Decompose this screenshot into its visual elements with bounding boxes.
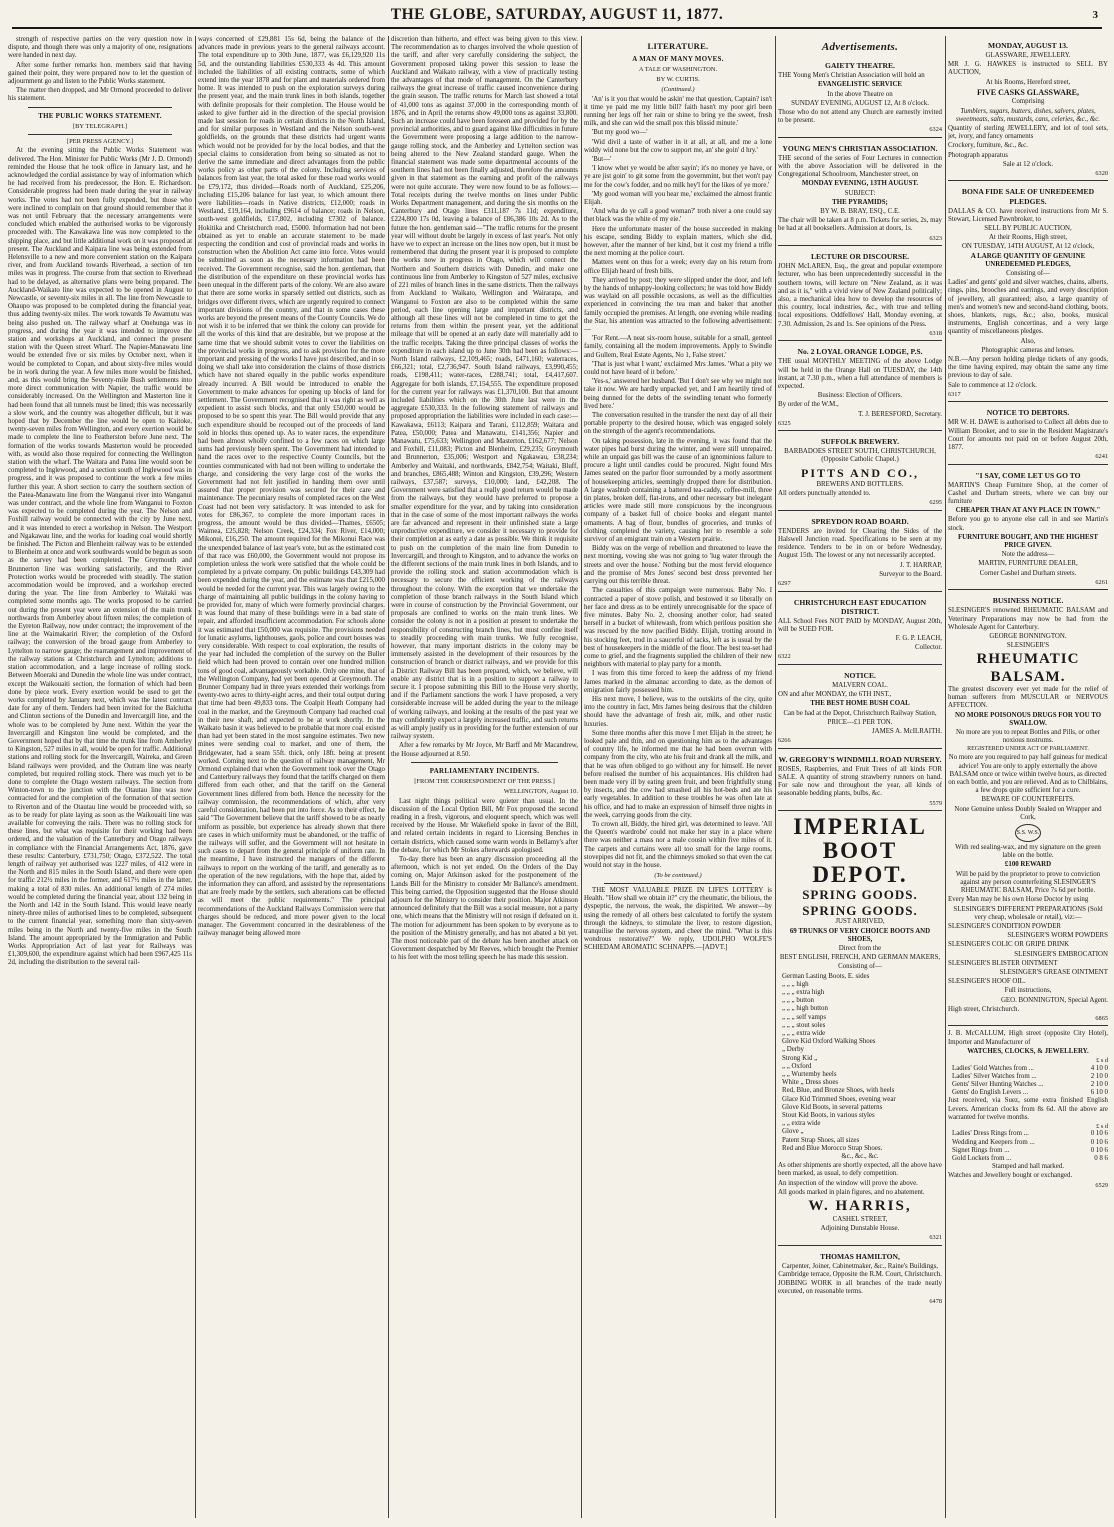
ad-number: 6529 [1095,1181,1108,1189]
article-byline: BY W. CURTIS. [656,76,700,84]
ad-number: 5579 [929,799,942,807]
ad-text: PRICE—£1 PER TON. [827,718,893,726]
paragraph: The casualties of this campaign were numerous. Baby No. I contracted a paper of stove polish, and bestowed it so liberally on her face and dress as to be entirely unrecognisable for the space of five minutes. Baby No. 2, choosing another color, had seated herself in a bucket of whitewash, from which perilous position she was rescued by the now pacified Biddy. Elijah, trotting around in his stocking feet, trod in a saucerful of tacks, left as is usual by the best of housekeepers in the middle of the floor. The best tea-set had come to grief, and the fragments supplied the children of their new neighbors with material to play party for a month. [584,587,772,669]
ad-text: Quantity of sterling JEWELLERY, and lot of tool sets, jet, ivory, and fancy ornaments [948,124,1108,141]
ad-heading: SPREYDON ROAD BOARD. [811,516,909,526]
ad-spreydon-road-board [778,512,942,592]
paragraph: Matters went on thus for a week; every day on his return from office Elijah heard of fresh bills. [584,259,772,275]
ad-text: REGISTERED UNDER ACT OF PARLIAMENT. [967,746,1089,753]
column-rule [195,36,196,1518]
ad-text: SLESINGER'S BLISTER OINTMENT [948,959,1058,967]
ad-mccallum-jewellery [948,1027,1108,1192]
ad-number: 6478 [929,1297,942,1305]
list-item: Glove Kid Oxford Walking Shoes [782,1038,876,1046]
price-item: Ladies' Gold Watches from ... [952,1064,1034,1072]
paragraph: 'Wid divil a taste of wather in it at all, at all, and me a lone widdy wid none but the cow to support me, an' she goin' d hry.' [584,138,772,154]
ad-text: 69 TRUNKS OF VERY CHOICE BOOTS AND SHOES, [789,927,931,943]
ad-text: In the above Theatre on [827,90,893,98]
ad-text: GEORGE BONNINGTON. [989,633,1067,640]
ad-heading: W. GREGORY'S WINDMILL ROAD NURSERY. [778,754,942,764]
paragraph: 'I know whet ye would be after sayin'; it's no money ye have, or ye are jist goin' to git some from the governmint, but thet won't pay me for the cow's fodder, and no milk hey'l for the likes of ye more.' [584,165,772,189]
ad-number: 6320 [1095,169,1108,177]
ad-imperial-boot-depot [778,812,942,1246]
price-value: 0 8 6 [1094,1155,1108,1163]
ad-text: SLESINGER'S COLIC OR GRIPE DRINK [948,941,1070,949]
ad-text: Stamped and hall marked. [992,1163,1064,1171]
divider [411,762,558,763]
ad-text: Carpenter, Joiner, Cabinetmaker, &c., Raine's Buildings, Cambridge terrace, Opposite the R.M. Court, Christchurch. [778,1262,942,1279]
price-list [948,1065,1108,1098]
ad-text: N.B.—Any person holding pledge tickets of any goods, the time having expired, may obtain the same any time previous to day of sale. [948,355,1108,380]
price-item: Wedding and Keepers from ... [952,1138,1035,1146]
ad-number: 6295 [929,499,942,507]
ad-text: By order of the W.M., [778,401,839,409]
ad-text: Ladies' and gents' gold and silver watches, chains, alberts, rings, pins, brooches and earrings, and every description of jewellery, all guaranteed; also, a large quantity of men's and women's new and second-hand clothing, boots, shoes, blankets, rugs, &c.; also, books, musical instruments, English concertinas, and a very large quantity of miscellaneous pledges. [948,279,1108,336]
ad-text: THE Young Men's Christian Association will hold an [778,72,925,80]
divider [604,883,752,884]
list-item [952,1139,1108,1147]
list-item: „ „ „ high button [782,1005,828,1013]
ad-text: MR W. H. DAWE is authorised to Collect all debts due to William Brooker, and to sue in the Resident Magistrate's Court for amounts not paid on or before August 20th, 1877. [948,419,1108,451]
ad-text: Before you go to anyone else call in and see Martin's stock. [948,516,1108,532]
ad-text: Photographic cameras and lenses. [981,346,1075,354]
ad-text: TENDERS are invited for Clearing the Sides of the Halswell Junction road. Specifications to be seen at my residence. Tenders to be in on or before Wednesday, August 15th. The lowest or any not necessarily accepted. [778,527,942,560]
price-value: 2 10 0 [1090,1080,1108,1088]
ad-ymca-lecture [778,139,942,246]
paragraph: 'But—' [592,155,612,163]
boot-list [778,973,942,1153]
ad-text: MARTIN, FURNITURE DEALER, [978,560,1078,568]
price-value: 0 10 6 [1090,1130,1108,1138]
ad-text: ALL School Fees NOT PAID by MONDAY, August 20th, will be SUED FOR. [778,617,942,633]
paragraph: ways concerned of £29,881 15s 6d, being the balance of the advances made in previous years to the general railways account. The total expenditure up to 30th June, 1877, was £6,129,920 11s 5d, and the outstanding liabilities £530,333 4s 4d. This amount included the liabilities of all existing contracts, some of which extend into the year 1878 and for plant and materials ordered from home. It was intended to push on the exploration surveys during the present year, and the main trunk lines in both islands, together with definite proposals for their completion. The House would be asked to give further aid in the direction of the special provision made last session for roads in certain districts in the North Island, and for similar purposes in Westland and the Nelson south-west goldfields, on the grounds that these districts had urgent wants which would not be provided for by the local bodies, and that the special claims to consideration from being so situated as not to derive the same immediate and direct advantages from the public works policy as other parts of the colony. Including services of balances from last year, the total asked for these road works would be £79,172, thus divided—Roads north of Auckland, £25,206, including £15,206 balance for last year, to which amount there were liabilities—roads in Native districts, £12,000; roads in Westland, £19,164, including £9614 of balance; roads in Nelson, south-west goldfields, £17,802, including £7302 of balance. Hokitika and Christchurch road, £5000. Information had not been obtained as yet to enable an accurate statement to be made respecting the condition and cost of provincial roads and works in construction when the Abolition Act came into force. Votes would be submitted as soon as the necessary information had been received. The Government recognise, said the hon. gentleman, that the distribution of the expenditure on these provincial works has been unequal in the different parts of the colony. We are also aware that there are some works in sparsely settled out districts, such as bridges over different rivers, which are urgently required to connect important divisions of the country, and that in some cases these works are beyond the present means of the County Councils. We do not wish it to be inferred that we think the colony can provide for all the works of this kind that are desirable, but we propose at the same time that we should submit votes to cover the liabilities on the provincial works in progress, and to ask provision for the more important and pressing of the works I have just described, and in so doing we shall take into consideration the claims of those districts which have not shared equally in the public works expenditure already incurred. A Bill would be introduced to enable the Government to make advances for opening up blocks of land for settlement. The Government recognised that it was right as well as expedient to assist such blocks, and that only £50,000 would be proposed to be so spent this year. The Bill would provide that any such expenditure should be recouped out of the proceeds of land sold in blocks thus opened up. As to water races, the expenditure had been almost wholly confined to a few races on which large sums had previously been spent. The Government had intended to hand the races over to the respective County Councils, but the counties communicated with had not been willing to undertake the charge, and considering the very large cost of the works the Government had not felt justified in handing them over until assured that proper provision was secured for their care and maintenance. The pecuniary results of completed races on the West Coast had not been very satisfactory. It was intended to ask for votes for £86,367, to complete the more important races in progress, the amount would be thus divided—Thames, £6505; Waimea, £25,828; Nelson Creek, £24,334; Fox River, £14,000; Mikonui, £16,250. The amount required for the Mikonui Race was the unexpended balance of last year's vote, but as the estimated cost of that race was £60,000, the Government would not propose its completion unless the work were satisfied that the whole could be completed by a private company. On public buildings £43,309 had been expended during the year, and the estimate was that £215,000 would be needed for the current year. This was largely owing to the charge of maintaining all public buildings in the colony having to be provided for, many of which were formerly provincial charges. It was found that many of these buildings were in a bad state of repair, and afforded insufficient accommodation. For schools alone it was estimated that £50,000 was requisite. The provisions needed for lunatic asylums, lighthouses, gaols, police and court houses was very considerable. With respect to coal exploration, the results of the year had included the completion of the survey on the Buller field which had been proved to contain over one hundred million tons of good coal, advantageously workable. Only one mine, that of the Wellington Company, had yet been opened at Greymouth. The Brunner Company had in three years extended their workings from twenty-two acres to thirty-eight acres, and their total output during that time had been 49,833 tons. The Coalpit Heath Company had coal in the market, and the Greymouth Company had reached coal in their new shaft, and expected to be at work shortly. In the Waikato basin it was believed to be probable that more coal existed than had yet been stated in the most sanguine estimates. Two new mines were sending coal to market, and one of them, the Bridgewater, had a seam 55ft. thick, only 18ft. being at present worked. Coming next to the question of railway management, Mr Ormond explained that when the Government took over the Otago and Canterbury railways they found that the tariffs charged on them differed from each other, and that the tariff on the General Government lines differed from both. Hence the necessity for the railway commission, the recommendations of which, after very careful consideration, had been put into force. As to their effect, he said "The Government believe that the tariff showed to be as nearly uniform as possible, but experience has already shown that there are cases in which uniformity must be abandoned, or the traffic of the railways will suffer, and the Government will not hesitate in such cases to depart from the general principle of uniform rate. In the meantime, I have instructed the managers of the different railways to report on the working of the tariff, and generally as to the operation of the new regulations, with the hope that, aided by the information they can afford, and assisted by the representations that are freely made by the settlers, such alterations can be effected as will meet the public requirements." The principal recommendations of the Auckland Railways Commission were that charges should be reduced, and more power given to the local manager. The Government concurred in the desirableness of the railway manager being allowed more [198,36,385,938]
ad-text: ON and after MONDAY, the 6TH INST., [778,691,892,699]
ad-text: Adjoining Dunstable House. [820,1225,900,1233]
ad-text: Every Man may be his own Horse Doctor by using [948,896,1089,904]
list-item: Glace Kid Trimmed Shoes, evening wear [782,1095,896,1103]
paragraph: To-day there has been an angry discussion proceeding all the afternoon, which is not yet ended. On the Orders of the Day coming on, Major Atkinson asked for the postponement of the Lands Bill for the Ministry to consider Mr Ballance's amendment. This being carried, the Opposition suggested that the House should adjourn for the Ministry to consider their position. Major Atkinson announced definitely that the Bill was a social measure, not a party one, which means that the Ministry will not resign if defeated on it. The motion for adjournment has been spoken to by everyone as to the position of the Ministry generally, and has not abated a bit yet. The most noticeable part of the debate has been another attack on Government despatched by Mr Reeves, which brought the Premier to his feet with the most telling speech he has made this session. [391,855,578,962]
ad-heading: NOTICE. [844,670,876,680]
price-item: Gents' Silver Hunting Watches ... [952,1080,1044,1088]
article-subheading: [PER PRESS AGENCY.] [66,137,134,145]
ad-text: SLESINGER'S EMBROCATION [1014,950,1108,958]
column-rule [388,36,389,1518]
ad-text: SLESINGER'S GREASE OINTMENT [999,968,1108,976]
ad-text: Surveyor to the Board. [879,570,942,578]
ad-text: Sale at 12 o'clock. [1002,160,1054,168]
list-item: German Lasting Boots, E. sides [782,972,870,980]
ad-text: SLESINGER'S HOOF OIL. [948,978,1026,986]
list-item: „ „ Oxford [782,1062,812,1070]
list-item: Stout Kid Boots, in various styles [782,1112,875,1120]
price-item: Gold Lockets from ... [952,1155,1012,1163]
ad-text: GLASSWARE, JEWELLERY. [985,52,1071,60]
ad-text: Photograph apparatus [948,151,1008,159]
ad-education-district [778,593,942,665]
ad-number: 6266 [778,737,791,745]
ad-text: At his Rooms, Hereford street, [985,78,1071,86]
section-heading: LITERATURE. [647,41,709,51]
ad-martins-furniture [948,466,1108,591]
ad-text: Corner Cashel and Durham streets. [979,569,1077,577]
price-item: Signet Rings from ... [952,1146,1010,1154]
ad-text: PITTS AND CO., [800,465,920,480]
ad-text: MALVERN COAL. [832,681,888,689]
ad-text: J. B. McCALLUM, High street (opposite City Hotel), Importer and Manufacturer of [948,1030,1108,1046]
ad-number: 6241 [1095,453,1108,461]
ad-text: GEO. BONNINGTON, Special Agent. [1000,996,1108,1004]
ad-text: THE usual MONTHLY MEETING of the above Lodge will be held in the Orange Hall on TUESDAY, the 14th instant, at 7.30 p.m., when a full attendance of members is expected. [778,358,942,390]
ad-heading: SUFFOLK BREWERY. [821,437,899,447]
paragraph: 'That is just what I want,' exclaimed Mrs James. 'What a pity we could not have heard of it before.' [584,360,772,377]
ad-heading: CHRISTCHURCH EAST EDUCATION DISTRICT. [793,597,927,616]
ad-text: Tumblers, sugars, butters, dishes, salvers, plates, sweetmeats, salts, mustards, cans, celeries, &c., &c. [955,107,1101,123]
ad-text: JOHN McLAREN, Esq., the great and popular extempore lecturer, who has been unprecedentedly successful in the southern towns, will lecture on "New Zealand, as it was and as it is," with a vivid view of New Zealand politically; also, a mechanical idea how to develop the resources of this country, local industries, &c., with true and telling local expositions. Oddfellows' Hall, Monday evening, at 7.30. Admission, 2s and 1s. See opinions of the Press. [778,263,942,328]
ad-number: 6318 [929,329,942,337]
seal-icon: S.S. W.S. [1015,824,1041,842]
list-item: „ „ „ self vamps [782,1013,827,1021]
article-subheading: [FROM THE CORRESPONDENT OF THE PRESS.] [414,778,555,786]
column-3 [391,36,578,1518]
page-number: 3 [1092,9,1098,21]
ad-text: Watches and Jewellery bought or exchanged. [948,1172,1073,1180]
article-heading: THE PUBLIC WORKS STATEMENT. [38,112,162,120]
ad-text: DALLAS & CO. have received instructions from Mr S. Stewart, Licensed Pawnbroker, to [948,207,1108,223]
ad-display-heading: RHEUMATIC BALSAM. [976,651,1080,685]
divider [28,107,172,108]
to-be-continued-note: (To be continued.) [654,872,702,880]
ad-text: Full instructions, [1004,987,1052,995]
list-item [952,1089,1108,1097]
newspaper-title: THE GLOBE, SATURDAY, AUGUST 11, 1877. [390,5,724,23]
ad-heading: No. 2 LOYAL ORANGE LODGE, P.S. [797,347,923,357]
ad-text: Consisting of— [838,963,882,971]
list-item: „ „ „ extra wide [782,1029,826,1037]
ad-gaiety-theatre [778,56,942,138]
price-value: 6 10 0 [1090,1089,1108,1097]
ad-text: BARBADOES STREET SOUTH, CHRISTCHURCH, (Opposite Catholic Chapel.) [784,448,936,464]
ad-text: T. J. BERESFORD, Secretary. [858,410,942,418]
list-item [952,1073,1108,1081]
ad-text: Business: Election of Officers. [817,392,903,400]
paragraph: The conversation resulted in the transfer the next day of all their portable property to the desired house, which was engaged solely on the strength of the agent's recommendations. [584,412,772,436]
ad-text: BY W. B. BRAY, ESQ., C.E. [820,208,900,216]
ad-heading: BUSINESS NOTICE. [992,596,1064,606]
list-item: Red and Blue Morocco Strap Shoes. [782,1144,883,1152]
ad-heading: NOTICE TO DEBTORS. [986,408,1070,418]
ad-text: MR J. G. HAWKES is instructed to SELL BY AUCTION, [948,61,1108,77]
ad-text: Can be had at the Depot, Christchurch Railway Station, [783,709,937,717]
column-1 [8,36,192,1518]
ad-text: Those who do not attend any Church are earnestly invited to be present. [778,108,942,125]
column-5 [778,36,942,1518]
ad-nursery [778,750,942,811]
ad-unredeemed-pledges [948,182,1108,402]
article-heading: A MAN OF MANY MOVES. [632,56,724,64]
price-item: Ladies' Silver Watches from ... [952,1072,1037,1080]
ad-text: ROSES, Raspberries, and Fruit Trees of all kinds FOR SALE. A quantity of strong strawberry runners on hand. For sale now and throughout the year, all kinds of seasonable bedding plants, bulbs, &c. [778,765,942,798]
ad-lecture [778,247,942,341]
ad-number: 6865 [1095,1014,1108,1022]
ad-text: The greatest discovery ever yet made for the relief of human sufferers from MUSCULAR or NERVOUS AFFECTION. [948,685,1108,710]
price-value: 4 10 0 [1090,1064,1108,1072]
ad-hawkes-auction [948,36,1108,181]
ad-number: 6261 [1095,578,1108,586]
price-value: 2 10 0 [1090,1072,1108,1080]
ad-text: BREWERS AND BOTTLERS. [816,480,904,488]
ad-text: SUBJECT: [844,189,876,197]
list-item: Glove „ [782,1128,804,1136]
column-rule [775,36,776,1518]
ad-text: F. G. P. LEACH, [895,635,942,643]
paragraph: After a few remarks by Mr Joyce, Mr Barff and Mr Macandrew, the House adjourned at 8.50. [391,742,578,758]
article-heading: PARLIAMENTARY INCIDENTS. [429,767,540,775]
list-item [952,1130,1108,1138]
ad-text: No more are you to repeat Bottles and Pills, or other noxious nostrums. [955,728,1101,745]
ad-text: No more are you required to pay half guineas for medical advice! You are only to apply externally the above BALSAM once or twice within twelve hours, as directed on each bottle, and you are relieved. And as to Chilblains, a few drops quite sufficient for a cure. [948,754,1108,795]
paragraph: Biddy was on the verge of rebellion and threatened to leave the next morning, vowing she was not going to 'lug water through the streets and over the house.' Nothing but the most fervid eloquence and the promise of Mrs Jones' second best dress prevented her carrying out this terrible threat. [584,545,772,586]
paragraph: 'And wha do ye call a good woman?' troth niver a one could say thet black was the white of my eie.' [584,208,772,224]
ad-display-heading: W. HARRIS, [808,1198,912,1215]
ad-suffolk-brewery [778,432,942,511]
ad-text: All goods marked in plain figures, and no abatement. [778,1188,925,1196]
ad-number: 6323 [929,234,942,242]
ad-heading: MONDAY, AUGUST 13. [988,41,1068,50]
column-6 [948,36,1108,1518]
ad-text: SUNDAY EVENING, AUGUST 12, At 8 o'clock. [791,99,929,107]
list-item: „ „ „ button [782,997,814,1005]
list-item [952,1155,1108,1163]
paragraph: They arrived by post; they were slipped under the door, and left by the hands of unhappy-looking collectors; he was told how Biddy was waylaid on all possible occasions, as well as the difficulties experienced in convincing the tea man and baker that another family occupied the premises. At length, one evening while reading the Star, his attention was attracted to the following advertisement:— [584,276,772,333]
list-item: „ „ „ extra high [782,988,825,996]
paragraph: After some further remarks hon. members said that having gained their point, they were prepared now to let the question of adjournment go and listen to the Public Works statement. [8,61,192,86]
ad-number: 6317 [948,390,961,398]
ad-text: SELL BY PUBLIC AUCTION, [984,224,1072,232]
ad-text: BEWARE OF COUNTERFEITS. [981,796,1075,804]
ad-text: SLESINGER'S renowned RHEUMATIC BALSAM and Veterinary Preparations may now be had from the Wholesale Agent for Canterbury. [948,607,1108,631]
price-header: £ s d [1096,1122,1108,1130]
ad-text: JUST ARRIVED, [835,918,885,926]
ad-text: SLESINGER'S CONDITION POWDER [948,922,1062,930]
ad-number: 6325 [778,419,791,427]
list-item [952,1065,1108,1073]
ad-display-subheading: SPRING GOODS. [802,887,918,903]
ad-text: £100 REWARD [1004,861,1052,869]
ad-text: &c., &c., &c. [841,1153,879,1161]
paragraph: Here the unfortunate master of the house succeeded in making his escape, sending Biddy to explain matters, which she did, however, after the manner of her kind, but it cost my friend a trifle the next morning at the police court. [584,225,772,258]
dateline: WELLINGTON, August 10. [503,787,578,795]
ad-text: THE PYRAMIDS; [832,198,888,206]
ad-text: MARTIN'S Cheap Furniture Shop, at the corner of Cashel and Durham streets, where we can buy our furniture [948,481,1108,506]
ad-text: The chair will be taken at 8 p.m. Tickets for series, 2s, may be had at all booksellers. Admission at doors, 1s. [778,217,942,233]
price-header: £ s d [1096,1057,1108,1065]
paragraph: 'For Rent.—A neat six-room house, suitable for a small, genteel family, containing all the modern improvements. Apply to Swindle and Gullem, Real Estate Agents, No 1, False street.' [584,335,772,359]
ad-text: FURNITURE BOUGHT, AND THE HIGHEST PRICE GIVEN. [957,533,1099,550]
section-heading: Advertisements. [821,41,899,53]
ad-text: Direct from the [838,944,882,952]
ad-text: Will be paid by the proprietor to prove to conviction against any person counterfeiting SLESINGER'S RHEUMATIC BALSAM, Price 7s 6d per bottle. [955,870,1101,895]
ad-text: J. T. HARRAP, [899,561,942,569]
price-item: Gents' do English Levers ... [952,1089,1029,1097]
ad-text: THE second of the series of Four Lectures in connection with the above Association will be delivered in the Congregational Schoolroom, Manchester street, on [778,154,942,179]
ad-text: ON TUESDAY, 14TH AUGUST, At 12 o'clock, [961,243,1095,251]
ad-text: Also, [1020,337,1036,345]
column-rule [581,36,582,1518]
ad-text: Crockery, furniture, &c., &c. [948,142,1028,150]
masthead [12,3,1102,29]
ad-number: 6324 [929,126,942,134]
list-item: „ „ extra wide [782,1120,821,1128]
list-item: „ „ „ stout soles [782,1021,826,1029]
ad-number: 6297 [778,580,791,588]
ad-text: An inspection of the window will prove the above. [778,1179,918,1187]
ad-thomas-hamilton [778,1247,942,1308]
column-rule [945,36,946,1518]
ad-text: SLESINGER'S [1006,642,1050,650]
paragraph: discretion than hitherto, and effect was being given to this view. The recommendation as to charges involved the whole question of the tariff, and after very carefully considering the subject, the Government proposed taking power this session to lease the Auckland and Waikato railway, with a view of practically testing the advantages of that mode of management. On the Canterbury railways the great increase of traffic caused inconvenience during the grain season. The traffic returns for March last showed a total of 41,000 tons as against 37,000 in the corresponding month of 1876, and in April the returns show 49,000 tons as against 33,800. Such an increase could have been foreseen and provided for by the provincial authorities, and to guard against like difficulties in future the Government were proposing a large addition to the narrow-gauge rolling stock, and the Amberley and Lyttelton section was being altered to the New Zealand standard gauge. When the financial statement was made some departmental accounts of the southern lines had not been finally adjusted, therefore the amounts given in that statement as the earning and profit of the railways were not quite accurate. They were now found to be as follows:—Total receipts during the twelve months on lines under Public Works Department management, and during the six months on the Canterbury and Otago lines £311,187 7s 11d; expenditure, £224,800 17s 0d, leaving a balance of £86,386 10s 2d. As to the future the hon. gentleman said—"The traffic returns for the present year will without doubt be largely in excess of last year's. Not only have we to expect an increase on the lines now open, but it must be remembered that during the present year it is proposed to complete the works now in progress in Otago, which will connect the Northern and Southern districts with Dunedin, and make one continuous line from Amberley to Kingston of 527 miles, exclusive of 221 miles of branch lines in the same districts. Then the railways from Auckland to Waikato, Wellington and Wairarapa, and Wanganui to Foxton are also to be completed within the same period, each line opening large and important districts, and although all these lines will not be completed in time to get the returns from them within the present year, yet the additional mileage that will be opened at an early date will materially add to the traffic receipts. Taking the three principal classes of works the expenditure in each island up to June 30th had been as follows:—North Island railways, £2,109,465; roads, £471,160; waterraces, £66,321; total, £2,736,947. South Island railways, £3,990,455; roads, £198,411; water-races, £288,741; total, £4,417,607. Aggregate for both islands, £7,154,555. The expenditure proposed for the current year for railways was £1,370,100. But that amount included liabilities which on the 30th June last were in the aggregate £530,333. In the following statement of railways and proposed appropriation the liabilities were included in each case:—Kawakawa, £6113; Kaipara and Tarani, £112,859; Waitara and Patea, £50,000; Patea and Manawatu, £141,356; Napier and Manawatu, £75,633; Wellington and Masterton, £162,677; Nelson and Foxhill, £11,083; Picton and Blenheim, £29,235; Greymouth and Brunnerton, £35,006; Westport and Ngakawau, £38,234; Amberley and Waitaki, and northwards, £842,754; Waitaki, Bluff, and branches, £865,488; Winton and Kingston, £39,296; Western railways, £37,587; surveys, £10,000; land, £42,208. The Government were satisfied that a really good return would be made from the railways, but they would have preferred to propose a smaller expenditure for the year, and by taking into consideration that in the case of some of the most important railways the works are far advanced and represent in their unfinished state a large unproductive expenditure, we consider it necessary to provide for their completion at as early a date as possible. We think it requisite to push on the completion of the main line from Dunedin to Invercargill, and through to Kingston, and to advance the works on the different sections of the main trunk lines in both Islands, and to provide the rolling stock and station accommodation which is necessary to secure the efficient working of the railways throughout the colony. With the exception that we undertake the completion of those branch railways in the South Island which were in course of construction by the Provincial Government, our proposals are confined to works on the main trunk lines. We consider the colony is not in a position at present to undertake the responsibility of constructing branch lines, but must confine itself to steadily proceeding with main trunks. We fully recognise, however, that many important districts in the colony may be immensely assisted in the development of their resources by the construction of branch or district railways, and we provide for this a District Railway Bill has been prepared, which, we believe, will enable any district that is in a position to support a railway to secure it. I propose submitting this Bill to the House very shortly, and if the Parliament sanctions the work I have proposed, a very considerable increase will be added during the year to the mileage of working railways, and looking at the results of the past year we may confidently expect a largely increased traffic, and such returns as will amply justify us in providing for the further extension of our railway system. [391,36,578,741]
paragraph: strength of respective parties on the very question now in dispute, and though there was only a majority of one, resignations were handed in next day. [8,36,192,60]
ad-text: Sale to commence at 12 o'clock. [948,381,1037,389]
list-item [952,1081,1108,1089]
list-item: „ „ Wurtemby heels [782,1071,837,1078]
ad-text: JAMES A. McILRAITH. [871,727,942,735]
ad-text: CHEAPER THAN AT ANY PLACE IN TOWN." [955,507,1101,515]
paragraph: Some three months after this move I met Elijah in the street; he looked pale and thin, and on questioning him as to the advantages of country life, he informed me that he had been overrun with company from the city, who ate his fruit and drank all the milk, and that he was often obliged to go without any for himself. He never before realised the number of his acquaintances. His children had been made very ill by eating green fruit, and been frightfully stung by insects, and the cow had smashed all his hot-beds and ate his early vegetables. In addition to these troubles he was often late at his office, and had to make an expression of himself three nights in the week, carrying goods from the city. [584,729,772,819]
ad-malvern-coal [778,666,942,749]
price-item: Ladies' Dress Rings from ... [952,1130,1029,1138]
ad-text: Just received, via Suez, some extra finished English Levers. American clocks from 8s 6d. All the above are warranted for twelve months. [948,1097,1108,1121]
list-item: Strong Kid „ [782,1054,818,1062]
ad-text: SLESINGER'S WORM POWDERS [1007,932,1108,940]
ad-text: THE BEST HOME BUSH COAL [810,700,910,708]
ad-heading: "I SAY, COME LET US GO TO [975,470,1081,480]
list-item [952,1147,1108,1155]
paragraph: Last night things political were quieter than usual. In the discussion of the Local Option Bill, Mr Fox proposed the second reading in a fresh, vigorous, and eloquent speech, which was well received by the House. Mr Wakefield spoke in favor of the Bill, and related certain incidents in regard to Licensing Benches in certain districts, which caused some warm words in Bellamy's after the debate, for which Mr Stokes afterwards apologised. [391,797,578,854]
price-value: 0 10 6 [1090,1146,1108,1154]
ad-text: WATCHES, CLOCKS, & JEWELLERY. [967,1047,1089,1055]
ad-text: At their Rooms, High street, [988,234,1068,242]
ad-text: SLESINGER'S DIFFERENT PREPARATIONS (Sold very cheap, wholesale or retail), viz:— [953,905,1103,921]
paragraph: 'My good woman will you hear me,' exclaimed the almost frantic Elijah. [584,190,772,206]
article-subheading: [BY TELEGRAPH.] [72,122,128,130]
ad-text: All orders punctually attended to. [778,490,871,498]
ad-heading: LECTURE OR DISCOURSE. [810,252,910,262]
ad-orange-lodge [778,342,942,431]
column-2 [198,36,385,1518]
paragraph: 'Yes-s,' answered her husband. 'But I don't see why we might not take it now. We are hardly unpacked yet, and I am heartily tired of being dunned for the debts of the swindling tenant who formerly lived here.' [584,378,772,410]
advertorial-paragraph: THE MOST VALUABLE PRIZE IN LIFE'S LOTTERY is Health. "How shall we obtain it?" cry the rheumatic, the bilious, the dyspeptic, the nervous, the weak, the dispirited. We answer—by using the remedy of all others best calculated to fortify the system through the kidneys, to stimulate the liver, to restore digestion, tranquilise the nervous system, and cheer the mind. "What is this wondrous restorative?" We reply, UDOLPHO WOLFE'S SCHIEDAM AROMATIC SCHNAPPS.—[ADVT.] [584,886,772,952]
ad-display-heading: BOOT DEPOT. [812,838,908,888]
ad-number: 6322 [778,653,791,661]
ad-text: Consisting of— [1006,269,1050,277]
ad-text: None Genuine unless Doubly Sealed on Wrapper and Cork, [954,805,1102,821]
paragraph: The matter then dropped, and Mr Ormond proceeded to deliver his statement. [8,87,192,103]
paragraph: His next move, I believe, was to the outskirts of the city, quite into the country in fact, Mrs James being desirous that the children should have the advantage of fresh air, milk, and other rustic luxuries. [584,695,772,728]
paragraph: 'But my good wo—' [592,129,648,137]
ad-number: 6321 [929,1234,942,1242]
ad-text: Comprising [1011,98,1045,106]
list-item: Patent Strap Shoes, all sizes [782,1136,860,1144]
ad-heading: GAIETY THEATRE. [825,61,895,71]
paragraph: I was from this time forced to keep the address of my friend James marked in the almanac according to date, as the demon of emigration fairly possessed him. [584,670,772,694]
price-list [948,1130,1108,1163]
ad-notice-to-debtors [948,403,1108,464]
list-item: White „ Dress shoes [782,1079,839,1087]
ad-heading: YOUNG MEN'S CHRISTIAN ASSOCIATION. [782,143,938,153]
ad-text: BEST ENGLISH, FRENCH, AND GERMAN MAKERS, [779,954,941,962]
divider [28,134,172,135]
ad-text: Note the address— [1001,551,1055,559]
article-subheading: A TALE OF WASHINGTON. [638,66,718,74]
paragraph: 'An' is it you that would be askin' me that question, Captain? isn't it time ye paid me my little bill? faith hasn't my poor girl been running her legs off her rain or shine to bring ye the sweet, fresh milk, and she can wid the small pox this blissid minute.' [584,95,772,128]
ad-text: With red sealing-wax, and my signature on the green lable on the bottle. [955,844,1101,860]
ad-text: A LARGE QUANTITY OF GENUINE UNREDEEMED PLEDGES, [970,252,1086,268]
ad-text: EVANGELISTIC SERVICE [817,81,903,89]
list-item: „ „ „ high [782,980,809,988]
ad-text: MONDAY EVENING, 13TH AUGUST. [801,180,919,188]
paragraph: At the evening sitting the Public Works Statement was delivered. The Hon. Minister for Public Works (Mr J. D. Ormond) reminded the House that he took office in January last, and he acknowledged the cordial assistance by way of information which he had received from his predecessor, the Hon. E. Richardson. Considerable progress had been made during the year in railway works. The votes had not been fully expended, but those who were inclined to complain on that ground should remember that it was not until February that the necessary arrangements were concluded which enabled the authorised works to be vigorously proceeded with. The Kawakawa line was now completed to the shipping place, and but little additional work on it was proposed at present. The Auckland and Kaipara line was being extended from Helensville to a new and more convenient station on the Kaipara river, and from Auckland towards Riverhead, a section of ten miles was in progress. The course from that section to Riverhead had to be delayed, as alternative plans were being prepared. The Auckland-Waikato line was expected to be opened in August to Newcastle, or seventy-six miles in all. The line from Newcastle to Ohaupo was proposed to be completed during the financial year, thus adding twenty-six miles. The work towards Te Awamutu was being also pushed on. The railway wharf at Onehunga was in progress, and during the year it was intended to improve the station and workshops at Auckland, and connect the present station with the Queen street Wharf. The Napier-Manawatu line would be extended five or six miles by October next, when it would be completed to Copan, and about sixty-five miles would be in work during the year. A few miles more would be finished, and, as this would bring the Seventy-mile Bush settlements into more direct communication with Napier, the traffic would be considerably increased. On the Wellington and Masterton line it had been found that all tunnels must be lined; this was necessarily a slow work, and the country was altogether difficult, but it was hoped that by December the line would be open to Kaitoke, twenty-seven miles from Wellington, and every exertion would be made to complete the line to Featherston before June next. The formation of the works towards Masterton would be proceeded with, as would also those required for connecting the Wellington station with the wharf. The Waitara and Patea line would soon be completed to Inglewood, and a section south of Inglewood was in progress, and it was proposed to continue the work a few miles further this year. A short section to carry the southern section of the Patea-Manawatu line from the Wanganui river into Wanganui was under contract, and the whole line from Wanganui to Foxton was expected to be completed during the year. The Nelson and Foxhill railway would be connected with the city by June next, and it was intended to erect a workshop in Nelson. The Westport and Ngakawau line, and the works for loading coal would shortly be finished. The Picton and Blenheim railway was to be extended to Blenheim at once and work southwards would be begun as soon as the survey had been completed. The Greymouth and Brunnerton line was working satisfactorily, and the River Protection works would be proceeded with steadily. The station accommodation would be improved, and a workshop erected during the year. The line from Amberley to Waitaki was completed some months ago. The works proposed to be carried out during the present year were an extension of the main trunk northwards from Amberley about fifteen miles; the completion of the Eyreton Railway, now under contract; the improvement of the line at the Waimakariri River; the completion of the Oxford railway; the conversion of the broad gauge from Amberley to Lyttelton to narrow gauge; the rearrangement and improvement of the railway stations at Christchurch and Lyttelton; additions to station accommodation, and a large increase of rolling stock. Between Moeraki and Dunedin the whole line was under contract, except the Waikouaiti section, the formation of which had been done by piece work. Every exertion would be used to get the works completed by January next, which was the latest contract date for any of them. Tenders had been invited for the Balclutha and Clinton sections of the Dunedin and Invercargill line, and the whole was to be completed by June next. Within the year the Invercargill and Kingston line would be completed, and the Government hoped that by that time the trunk line from Amberley to Kingston, 527 miles in all, would be open for traffic. Additional stations and rolling stock for the Invercargill, Waireka, and Green Island railways were provided, and the Outram line was nearly completed, but required rolling stock. There was much yet to be done to complete the Otago western railways. The section from Winton-town to the junction with the Otautau line was now contracted for and the completion of the formation of that section to Riverton and of the Otautau line would be proceeded with, so as to be ready for plate laying as soon as the Waikouaiti line was available for conveying the rails. There was no rolling stock for these lines, but what was requisite for their working had been ordered, and the valuation of the Canterbury and Otago railways in compliance with the Financial Arrangements Act, 1876, gave these results: Canterbury, £731,750; Otago, £372,522. The total length of railway yet authorised was 1227 miles, of 412 were in the North and 815 miles in the South Island, and there were open for traffic 212½ miles in the former, and 617½ miles in the latter, making a total of 830 miles. An additional length of 274 miles would be completed during the financial year, about 132 being in the North and 142 in the South Island. This would leave nearly ninety-three miles of authorised lines to be completed, subsequent to the current financial year, something more than sixty-seven miles being in the North and twenty-five miles in the South Island. The amount appropriated by the Immigration and Public Works Appropriation Act of last year for Railways was £1,309,600, the expenditure against which had been £967,425 11s 2d, including the distribution to the several rail- [8,147,192,967]
list-item: „ Derby [782,1046,805,1054]
ad-text: NO MORE POISONOUS DRUGS FOR YOU TO SWALLOW. [954,711,1102,727]
ad-rheumatic-balsam [948,591,1108,1026]
list-item: Glove Kid Boots, in several patterns [782,1103,883,1111]
paragraph: To crown all, Biddy, the hired girl, was determined to leave. 'All the Queen's wardrobe' could not make her stay in a place where there was neither a mass nor a male cousin within five miles of it. The carpets and curtains were all too small for the large rooms, stovepipes did not fit, and the chimneys smoked so that even the cat would not stay in the house. [584,820,772,869]
continued-note: (Continued.) [661,85,695,93]
ad-text: High street, Christchurch. [948,1005,1020,1013]
price-value: 0 10 6 [1090,1138,1108,1146]
ad-display-subheading: SPRING GOODS. [802,902,918,918]
ad-text: CASHEL STREET, [832,1215,888,1223]
ad-display-heading: IMPERIAL [793,813,927,839]
ad-text: JOBBING WORK in all branches of the trade neatly executed, on reasonable terms. [778,1280,942,1296]
ad-heading: BONA FIDE SALE OF UNREDEEMED PLEDGES. [961,187,1095,206]
paragraph: On taking possession, late in the evening, it was found that the water pipes had burst during the winter, and were still unrepaired, while an unpaid gas bill was the cause of an ignominious failure to procure a light until candles could be procured. Night found Mrs James seated on the parlor floor surrounded by a motly assortment of housekeeping articles, seemingly dropped there for distribution. A large washtub containing a battered tea-caddy, coffee-mill, three tin plates, broken delf, flat-irons, and other necessary but inelegant articles were made still more conspicuous by the incongruous company of a basket full of choice books and elegant mantel ornaments. A bag of flour, bundles of groceries, and trunks of clothing completed the variety, causing her to resemble a sole survivor of an emigrant train on a Western prairie. [584,437,772,544]
ad-text: Collector. [915,644,942,652]
list-item: Red, Blue, and Bronze Shoes, with heels [782,1087,895,1095]
ad-text: As other shipments are shortly expected, all the above have been marked, as usual, to defy competition. [778,1162,942,1178]
column-4 [584,36,772,1518]
ad-heading: THOMAS HAMILTON, [820,1251,900,1261]
ad-text: FIVE CASKS GLASSWARE, [976,87,1080,97]
